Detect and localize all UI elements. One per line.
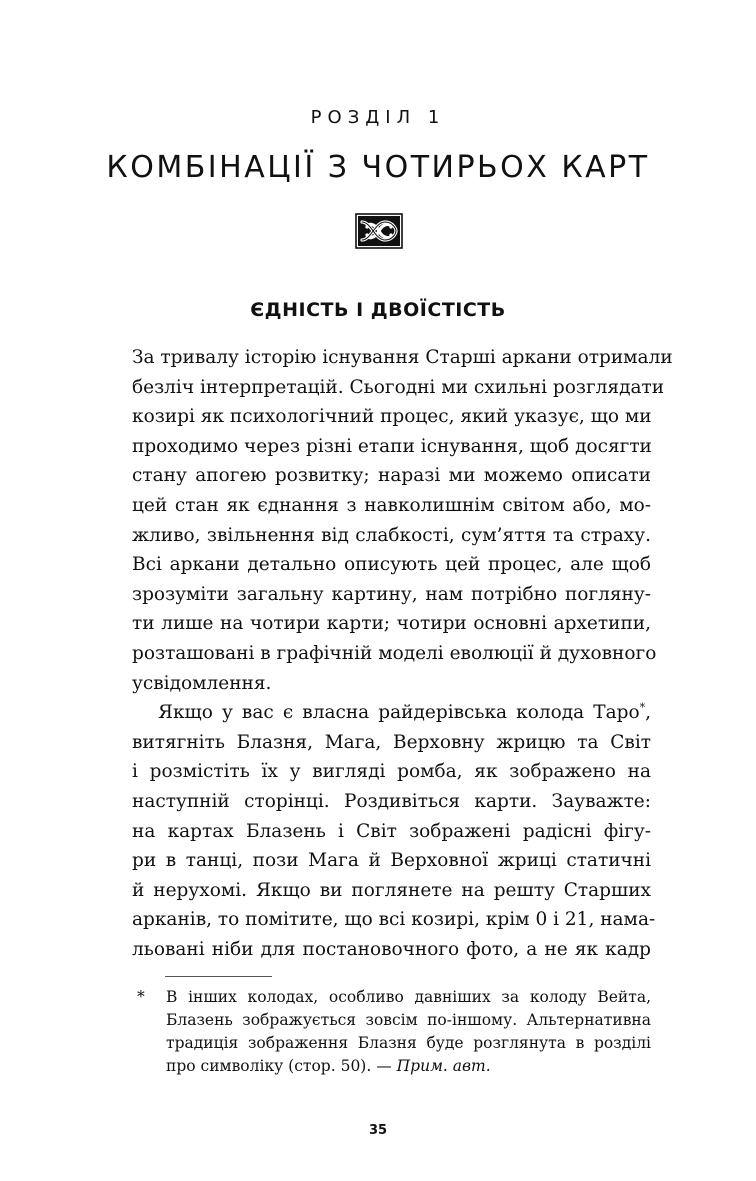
- section-title: ЄДНІСТЬ І ДВОЇСТІСТЬ: [250, 299, 506, 321]
- text-line: й нерухомі. Якщо ви поглянете на решту Старших: [132, 879, 651, 901]
- text-line: проходимо через різні етапи існування, щоб досягти: [132, 435, 652, 457]
- text-line: розташовані в графічній моделі еволюції й духовного: [132, 642, 657, 664]
- footnote-line: традиція зображення Блазня буде розглянута в розділі: [166, 1034, 651, 1052]
- text-line: козирі як психологічний процес, який указує, що ми: [132, 406, 652, 428]
- text-line: Всі аркани детально описують цей процес, але щоб: [132, 554, 651, 576]
- text-line: ри в танці, пози Мага й Верховної жриці статичні: [132, 850, 651, 872]
- text-line: наступній сторінці. Роздивіться карти. Зауважте:: [132, 790, 651, 812]
- footnote-mark: *: [137, 988, 145, 1006]
- footnote-run: про символіку (стор. 50). —: [166, 1057, 392, 1075]
- page-number: 35: [368, 1123, 388, 1138]
- text-line: безліч інтерпретацій. Сьогодні ми схильні розглядати: [132, 376, 665, 398]
- text-line: витягніть Блазня, Мага, Верховну жрицю та Світ: [132, 731, 651, 753]
- footnote-reference[interactable]: *: [639, 700, 646, 714]
- text-line: на картах Блазень і Світ зображені радісні фігу-: [132, 820, 651, 842]
- text-line: цей стан як єднання з навколишнім світом або, мо-: [132, 494, 651, 516]
- text-line: За тривалу історію існування Старші аркани отримали: [132, 347, 673, 368]
- text-line: стану апогею розвитку; наразі ми можемо описати: [132, 465, 651, 487]
- footnote-line: В інших колодах, особливо давніших за колоду Вейта,: [166, 988, 651, 1006]
- text-line: [132, 698, 651, 728]
- footnote-divider: [165, 976, 272, 977]
- text-line: усвідомлення.: [132, 672, 272, 694]
- footnote: [133, 986, 651, 1078]
- footnote-text: [166, 986, 651, 1078]
- chapter-label: РОЗДІЛ 1: [310, 107, 446, 128]
- footnote-line: [166, 1055, 651, 1078]
- text-line: і розмістіть їх у вигляді ромба, як зображено на: [132, 761, 651, 783]
- footnote-line: Блазень зображується зовсім по-іншому. Альтернативна: [166, 1011, 651, 1029]
- text-line: зрозуміти загальну картину, нам потрібно погляну-: [132, 583, 651, 605]
- paragraph-2: [132, 698, 656, 964]
- text-run: ,: [645, 702, 651, 724]
- text-line: арканів, то помітите, що всі козирі, крім 0 і 21, нама-: [132, 909, 656, 931]
- text-line: ти лише на чотири карти; чотири основні архетипи,: [132, 613, 651, 635]
- text-line: льовані ніби для постановочного фото, а не як кадр: [132, 938, 651, 960]
- footnote-attribution: Прим. авт.: [396, 1057, 491, 1075]
- chapter-title: КОМБІНАЦІЇ З ЧОТИРЬОХ КАРТ: [106, 150, 650, 185]
- text-run: Якщо у вас є власна райдерівська колода Таро: [158, 702, 640, 724]
- body-text: [132, 343, 673, 964]
- paragraph-1: [132, 343, 673, 698]
- text-line: жливо, звільнення від слабкості, сум’яття та страху.: [132, 524, 651, 546]
- celtic-knot-icon: [355, 213, 403, 249]
